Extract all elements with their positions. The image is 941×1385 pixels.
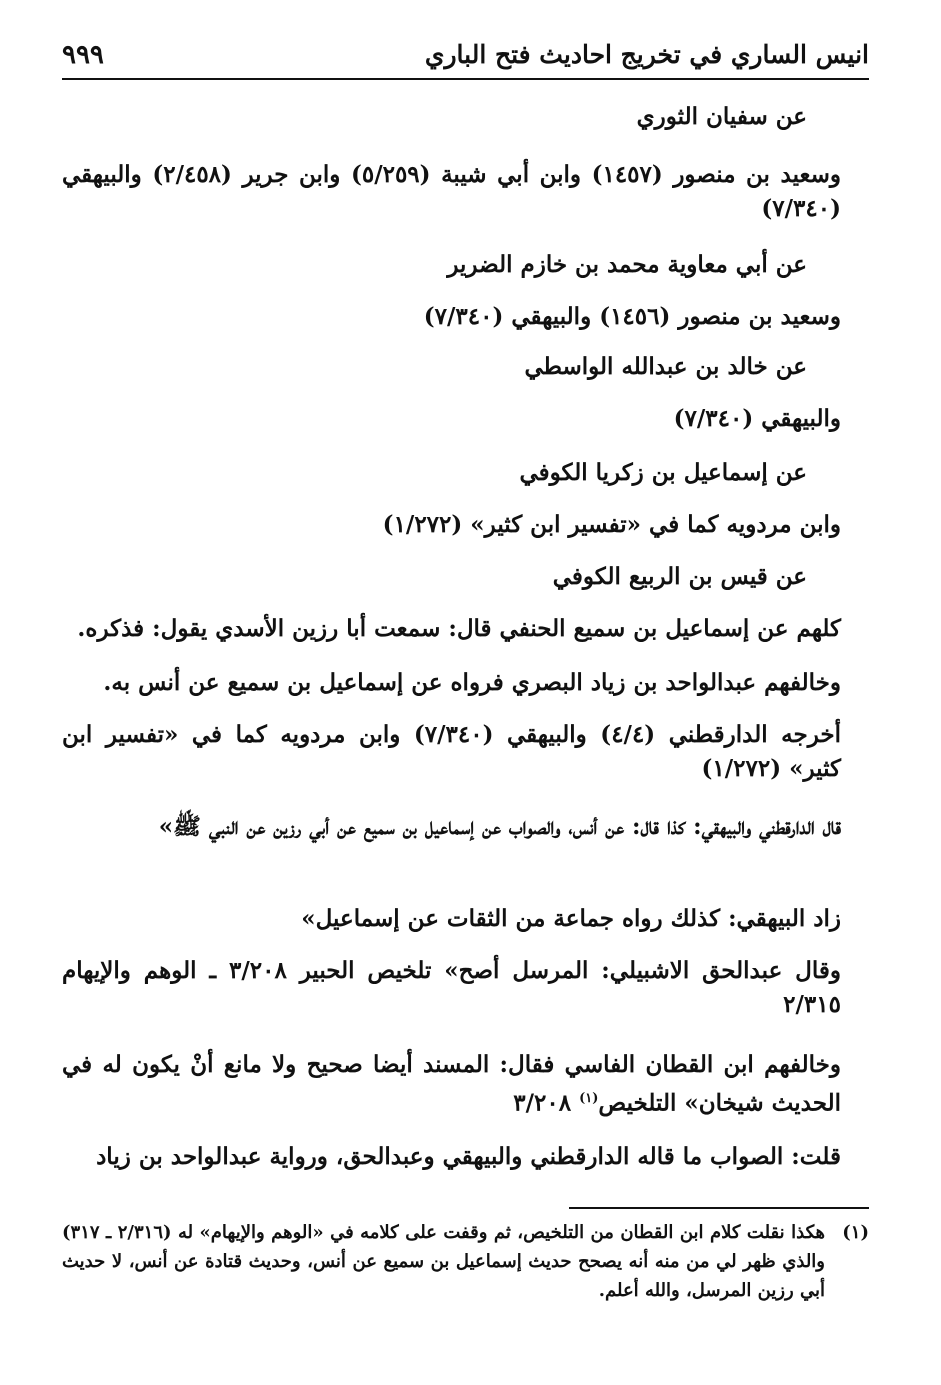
text-line: زاد البيهقي: كذلك رواه جماعة من الثقات عن إسماعيل»: [301, 905, 841, 932]
running-title: انيس الساري في تخريج احاديث فتح الباري: [424, 40, 869, 69]
footnote: [62, 1218, 869, 1305]
text-line: والبيهقي (٧/٣٤٠): [673, 405, 841, 432]
text-line: [62, 1048, 869, 1121]
footnote-reference: (١): [579, 1091, 599, 1106]
text-line: كلهم عن إسماعيل بن سميع الحنفي قال: سمعت أبا رزين الأسدي يقول: فذكره.: [77, 615, 841, 642]
text-line: عن خالد بن عبدالله الواسطي: [524, 353, 807, 380]
text-line: وسعيد بن منصور (١٤٥٦) والبيهقي (٧/٣٤٠): [423, 303, 841, 330]
text-line: وسعيد بن منصور (١٤٥٧) وابن أبي شيبة (٥/٢٥٩) وابن جرير (٢/٤٥٨) والبيهقي (٧/٣٤٠): [62, 161, 841, 222]
text-line: قلت: الصواب ما قاله الدارقطني والبيهقي وعبدالحق، ورواية عبدالواحد بن زياد: [96, 1143, 841, 1170]
text-line: قال الدارقطني والبيهقي: كذا قال: عن أنس، والصواب عن إسماعيل بن سميع عن أبي رزين عن النبي ﷺ»: [158, 813, 841, 840]
text-line: عن سفيان الثوري: [636, 103, 807, 130]
text-segment: وخالفهم ابن القطان الفاسي فقال: المسند أيضا صحيح ولا مانع أنْ يكون له في الحديث شيخان» التلخيص: [62, 1051, 841, 1117]
page-header: [62, 38, 869, 80]
text-line: عن أبي معاوية محمد بن خازم الضرير: [447, 251, 807, 278]
text-line: أخرجه الدارقطني (٤/٤) والبيهقي (٧/٣٤٠) وابن مردويه كما في «تفسير ابن كثير» (١/٢٧٢): [62, 721, 841, 782]
text-line: وخالفهم عبدالواحد بن زياد البصري فرواه عن إسماعيل بن سميع عن أنس به.: [103, 669, 841, 696]
page-number: ٩٩٩: [62, 40, 104, 70]
text-segment: ٣/٢٠٨: [513, 1089, 580, 1117]
text-line: عن قيس بن الربيع الكوفي: [552, 563, 807, 590]
footnote-text: هكذا نقلت كلام ابن القطان من التلخيص، ثم وقفت على كلامه في «الوهم والإيهام» له (٢/٣١٦ ـ ٣١٧) والذي ظهر لي من منه أنه يصحح حديث إسماعيل بن سميع عن أنس، وحديث قتادة عن أنس، لا حديث أبي رزين المرسل، والله أعلم.: [62, 1222, 825, 1301]
text-line: وقال عبدالحق الاشبيلي: المرسل أصح» تلخيص الحبير ٣/٢٠٨ ـ الوهم والإيهام ٢/٣١٥: [62, 957, 842, 1018]
text-line: عن إسماعيل بن زكريا الكوفي: [519, 459, 807, 486]
footnote-number: (١): [842, 1222, 869, 1243]
text-line: وابن مردويه كما في «تفسير ابن كثير» (١/٢٧٢): [382, 511, 841, 538]
footnote-separator: [569, 1207, 869, 1209]
